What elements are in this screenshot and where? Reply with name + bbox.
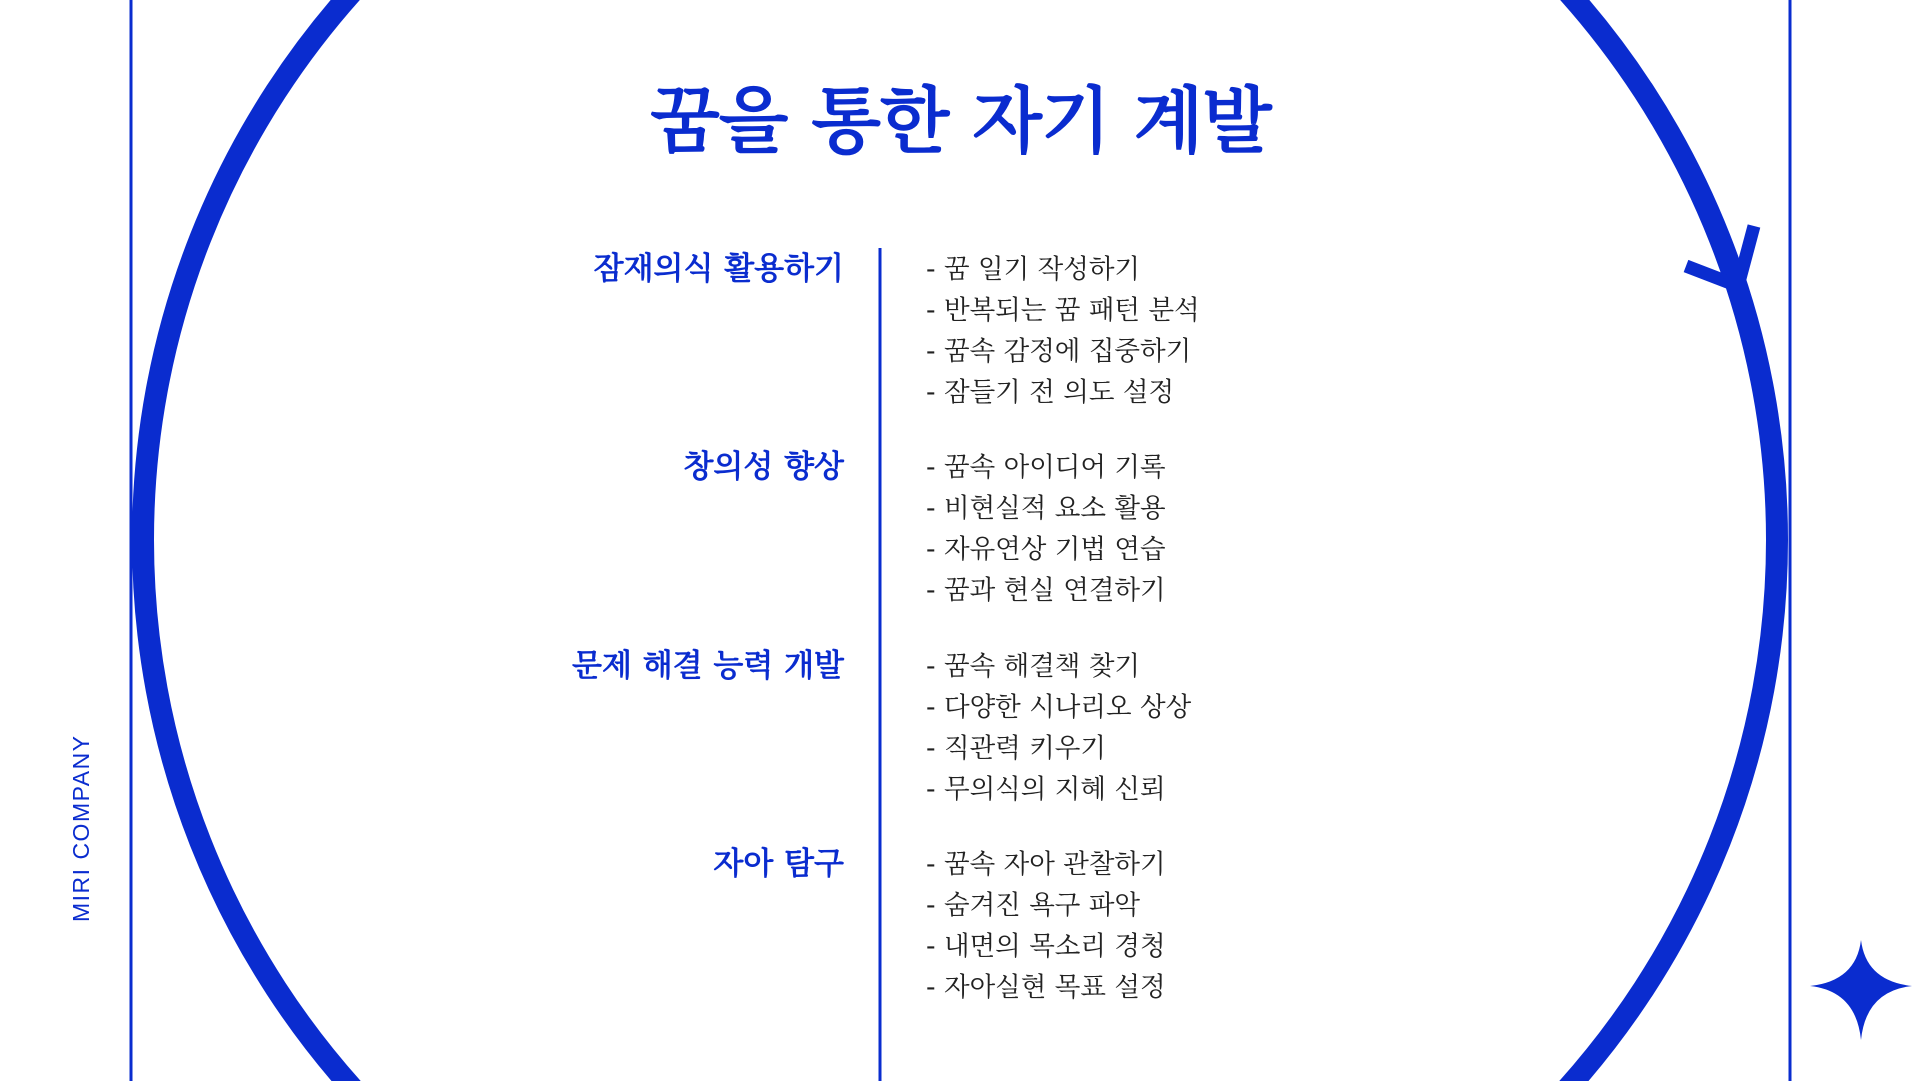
brand-label: MIRI COMPANY	[68, 734, 94, 922]
section-heading: 창의성 향상	[683, 449, 844, 485]
list-item: - 꿈속 아이디어 기록	[926, 452, 1166, 483]
list-item: - 무의식의 지혜 신뢰	[926, 774, 1166, 805]
bullet-list	[926, 249, 1200, 413]
list-item: - 숨겨진 욕구 파악	[926, 890, 1141, 921]
section-heading: 문제 해결 능력 개발	[572, 648, 844, 684]
bullet-list	[926, 844, 1166, 1008]
list-item: - 반복되는 꿈 패턴 분석	[926, 295, 1200, 326]
list-item: - 꿈 일기 작성하기	[926, 254, 1141, 285]
bullet-list	[926, 447, 1166, 611]
list-item: - 꿈속 감정에 집중하기	[926, 336, 1192, 367]
list-item: - 꿈속 자아 관찰하기	[926, 849, 1166, 880]
list-item: - 자아실현 목표 설정	[926, 972, 1166, 1003]
section-heading: 잠재의식 활용하기	[593, 251, 844, 287]
list-item: - 잠들기 전 의도 설정	[926, 377, 1175, 408]
bullet-list	[926, 646, 1191, 810]
list-item: - 자유연상 기법 연습	[926, 534, 1166, 565]
list-item: - 다양한 시나리오 상상	[926, 692, 1192, 723]
list-item: - 꿈과 현실 연결하기	[926, 575, 1166, 606]
list-item: - 내면의 목소리 경청	[926, 931, 1166, 962]
slide-title: 꿈을 통한 자기 계발	[650, 79, 1271, 163]
list-item: - 비현실적 요소 활용	[926, 493, 1166, 524]
section-heading: 자아 탐구	[713, 846, 844, 882]
four-point-star-icon	[1810, 940, 1912, 1040]
list-item: - 직관력 키우기	[926, 733, 1107, 764]
list-item: - 꿈속 해결책 찾기	[926, 651, 1141, 682]
